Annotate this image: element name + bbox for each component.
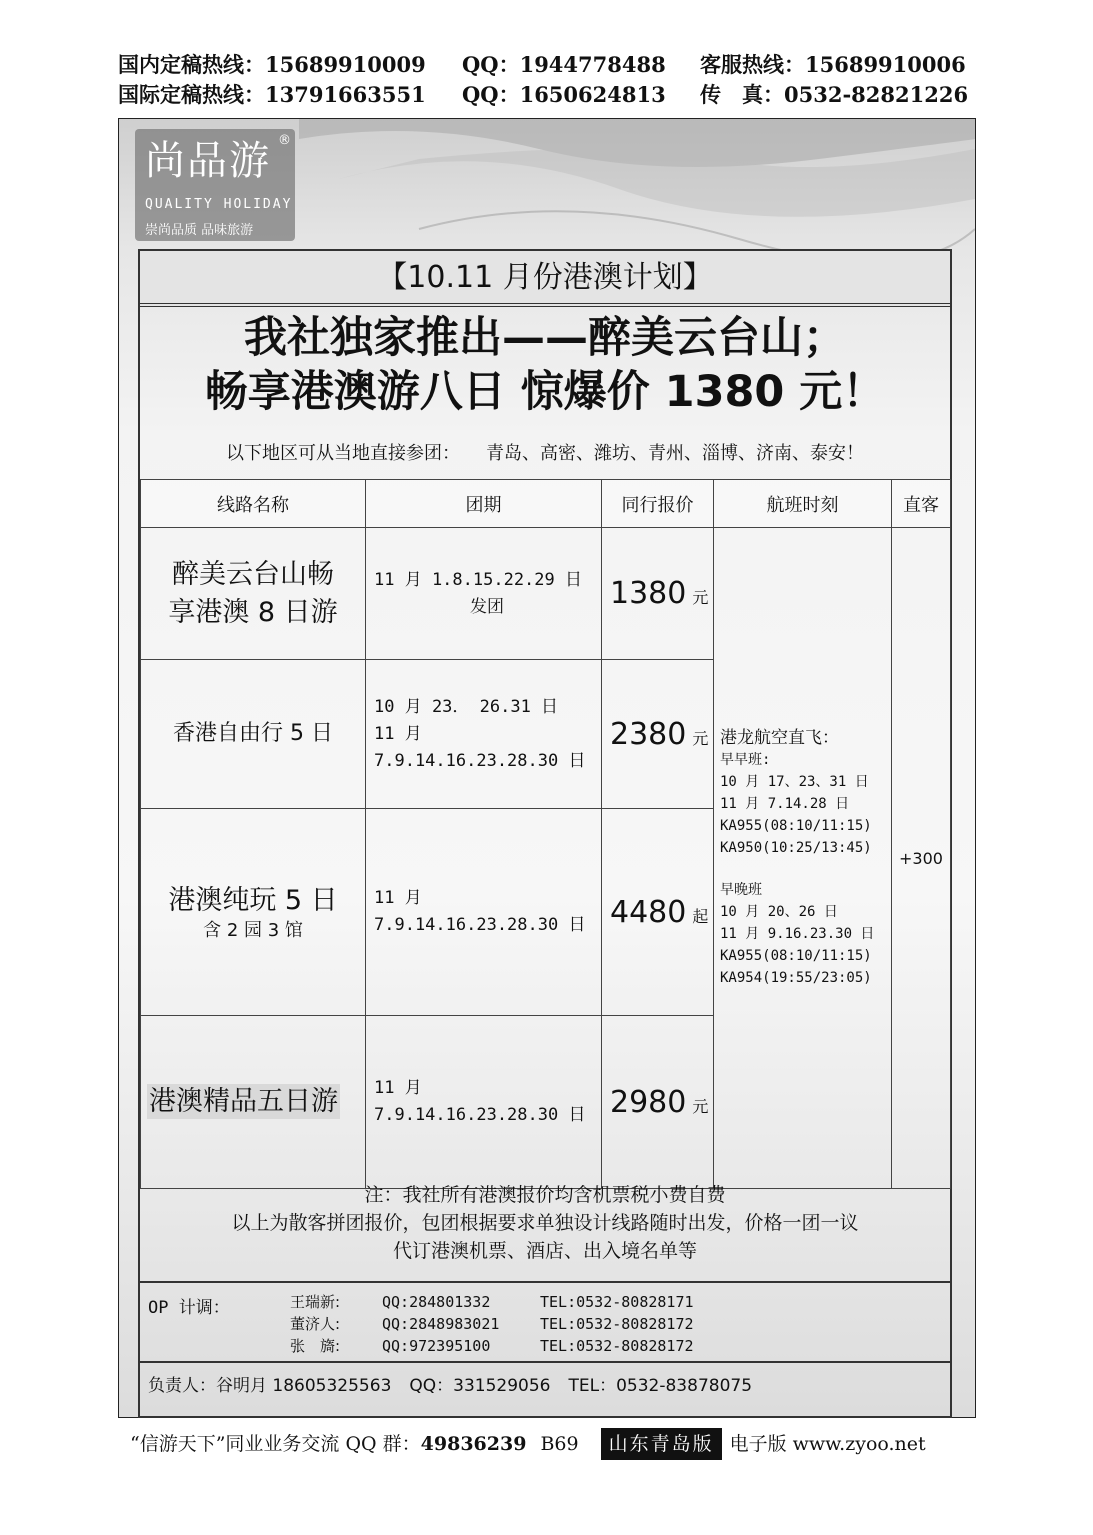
header-trade-price: 同行报价 [602,480,714,528]
header-dates: 团期 [366,480,602,528]
flight-line: 早晚班 [720,882,762,898]
flight-line: 早早班: [720,752,771,768]
date-note: 发团 [470,596,504,617]
flight-gap [720,859,885,879]
flight-line: KA950(10:25/13:45) [720,840,872,856]
contact-name: 王瑞新: [290,1293,341,1311]
page-footer [130,1428,980,1460]
departure-city-list: 青岛、高密、潍坊、青州、淄博、济南、泰安！ [486,443,864,464]
hotlines [118,50,978,110]
logo-slogan: 崇尚品质 品味旅游 [145,223,254,238]
edition-badge: 山东青岛版 [601,1428,722,1460]
domestic-qq: QQ：1944778488 [462,52,666,77]
contact-name: 张 旖: [290,1337,341,1355]
offer-box [138,249,952,1418]
note-line: 以上为散客拼团报价，包团根据要求单独设计线路随时出发，价格一团一议 [231,1212,859,1234]
brand-logo [135,129,295,241]
op-label: OP 计调： [148,1298,230,1318]
route-name-line: 醉美云台山畅 [172,558,334,590]
flight-line: KA954(19:55/23:05) [720,970,872,986]
route-price [602,809,714,1016]
route-name [141,809,366,1016]
price-unit: 元 [692,1096,709,1116]
header-direct-customer: 直客 [892,480,951,528]
route-name-line: 享港澳 8 日游 [168,596,338,628]
manager-name: 负责人：谷明月 18605325563 [148,1376,392,1396]
flight-line: KA955(08:10/11:15) [720,818,872,834]
route-name-line: 香港自由行 5 日 [173,721,333,746]
op-contact-row [290,1335,694,1357]
page-number: B69 [540,1433,579,1455]
flight-line: 10 月 20、26 日 [720,904,838,920]
note-line: 代订港澳机票、酒店、出入境名单等 [392,1240,697,1262]
flight-schedule [714,528,892,1189]
route-name [141,1016,366,1189]
hotline-row-1 [118,50,978,80]
route-price [602,660,714,809]
route-price [602,528,714,660]
route-name-line: 港澳纯玩 5 日 [168,885,338,916]
flight-line: 10 月 17、23、31 日 [720,774,869,790]
logo-name: 尚品游 [145,138,271,184]
contact-qq: QQ:284801332 [382,1293,491,1311]
flight-title: 港龙航空直飞： [720,728,839,748]
op-contact-row [290,1313,694,1335]
route-name [141,660,366,809]
international-qq: QQ：1650624813 [462,82,666,107]
advert-panel [118,118,976,1418]
headline [140,311,950,419]
note-line: 注：我社所有港澳报价均含机票税小费自费 [364,1184,726,1206]
contact-qq: QQ:2848983021 [382,1315,500,1333]
route-dates [366,809,602,1016]
contact-tel: TEL:0532-80828172 [540,1315,694,1333]
route-dates [366,1016,602,1189]
manager-qq: QQ：331529056 [409,1376,551,1396]
date-line: 11 月 [374,1078,422,1098]
headline-line-1: 我社独家推出——醉美云台山； [244,313,846,363]
flight-line: 11 月 9.16.23.30 日 [720,926,875,942]
op-contacts [140,1281,950,1363]
route-dates [366,660,602,809]
service-hotline: 客服热线：15689910006 [700,52,966,77]
manager-contact [148,1373,770,1399]
international-hotline: 国际定稿热线：13791663551 [118,82,426,107]
price-unit: 元 [692,728,709,748]
direct-customer-surcharge: +300 [892,528,951,1189]
contact-name: 董济人: [290,1315,341,1333]
date-line: 7.9.14.16.23.28.30 日 [374,1105,586,1125]
table-row [141,528,951,660]
price-value: 1380 [610,576,687,611]
departure-cities [140,441,950,467]
contact-tel: TEL:0532-80828172 [540,1337,694,1355]
price-unit: 起 [692,906,709,926]
footer-group: “信游天下”同业业务交流 QQ 群： [130,1433,421,1455]
logo-english: QUALITY HOLIDAY [145,197,293,212]
price-value: 2980 [610,1084,687,1120]
op-contact-row [290,1291,694,1313]
date-line: 10 月 23． 26.31 日 [374,696,559,717]
route-dates [366,528,602,660]
contact-qq: QQ:972395100 [382,1337,491,1355]
departure-label: 以下地区可从当地直接参团： [226,443,460,464]
price-notes [140,1181,950,1265]
route-name-line: 港澳精品五日游 [149,1086,338,1117]
hotline-row-2 [118,80,978,110]
date-line: 7.9.14.16.23.28.30 日 [374,750,586,771]
route-name-sub: 含 2 园 3 馆 [203,920,303,941]
price-unit: 元 [692,588,709,607]
registered-mark: ® [278,133,291,148]
route-name [141,528,366,660]
table-header-row [141,480,951,528]
date-line: 11 月 [374,888,422,908]
price-value: 2380 [610,716,687,752]
header-route-name: 线路名称 [141,480,366,528]
footer-group-number: 49836239 [420,1433,527,1455]
date-line: 11 月 1.8.15.22.29 日 [374,569,582,590]
route-price [602,1016,714,1189]
headline-line-2: 畅享港澳游八日 惊爆价 1380 元！ [204,367,886,417]
footer-website: 电子版 www.zyoo.net [729,1433,926,1455]
header-flights: 航班时刻 [714,480,892,528]
date-line: 7.9.14.16.23.28.30 日 [374,915,586,935]
manager-tel: TEL：0532-83878075 [568,1376,753,1396]
flight-line: KA955(08:10/11:15) [720,948,872,964]
price-value: 4480 [610,894,687,930]
flight-line: 11 月 7.14.28 日 [720,796,850,812]
domestic-hotline: 国内定稿热线：15689910009 [118,52,426,77]
fax-number: 传 真：0532-82821226 [700,82,969,107]
date-line: 11 月 [374,723,422,744]
routes-table [140,479,951,1189]
plan-title: 【10.11 月份港澳计划】 [140,251,950,307]
contact-tel: TEL:0532-80828171 [540,1293,694,1311]
